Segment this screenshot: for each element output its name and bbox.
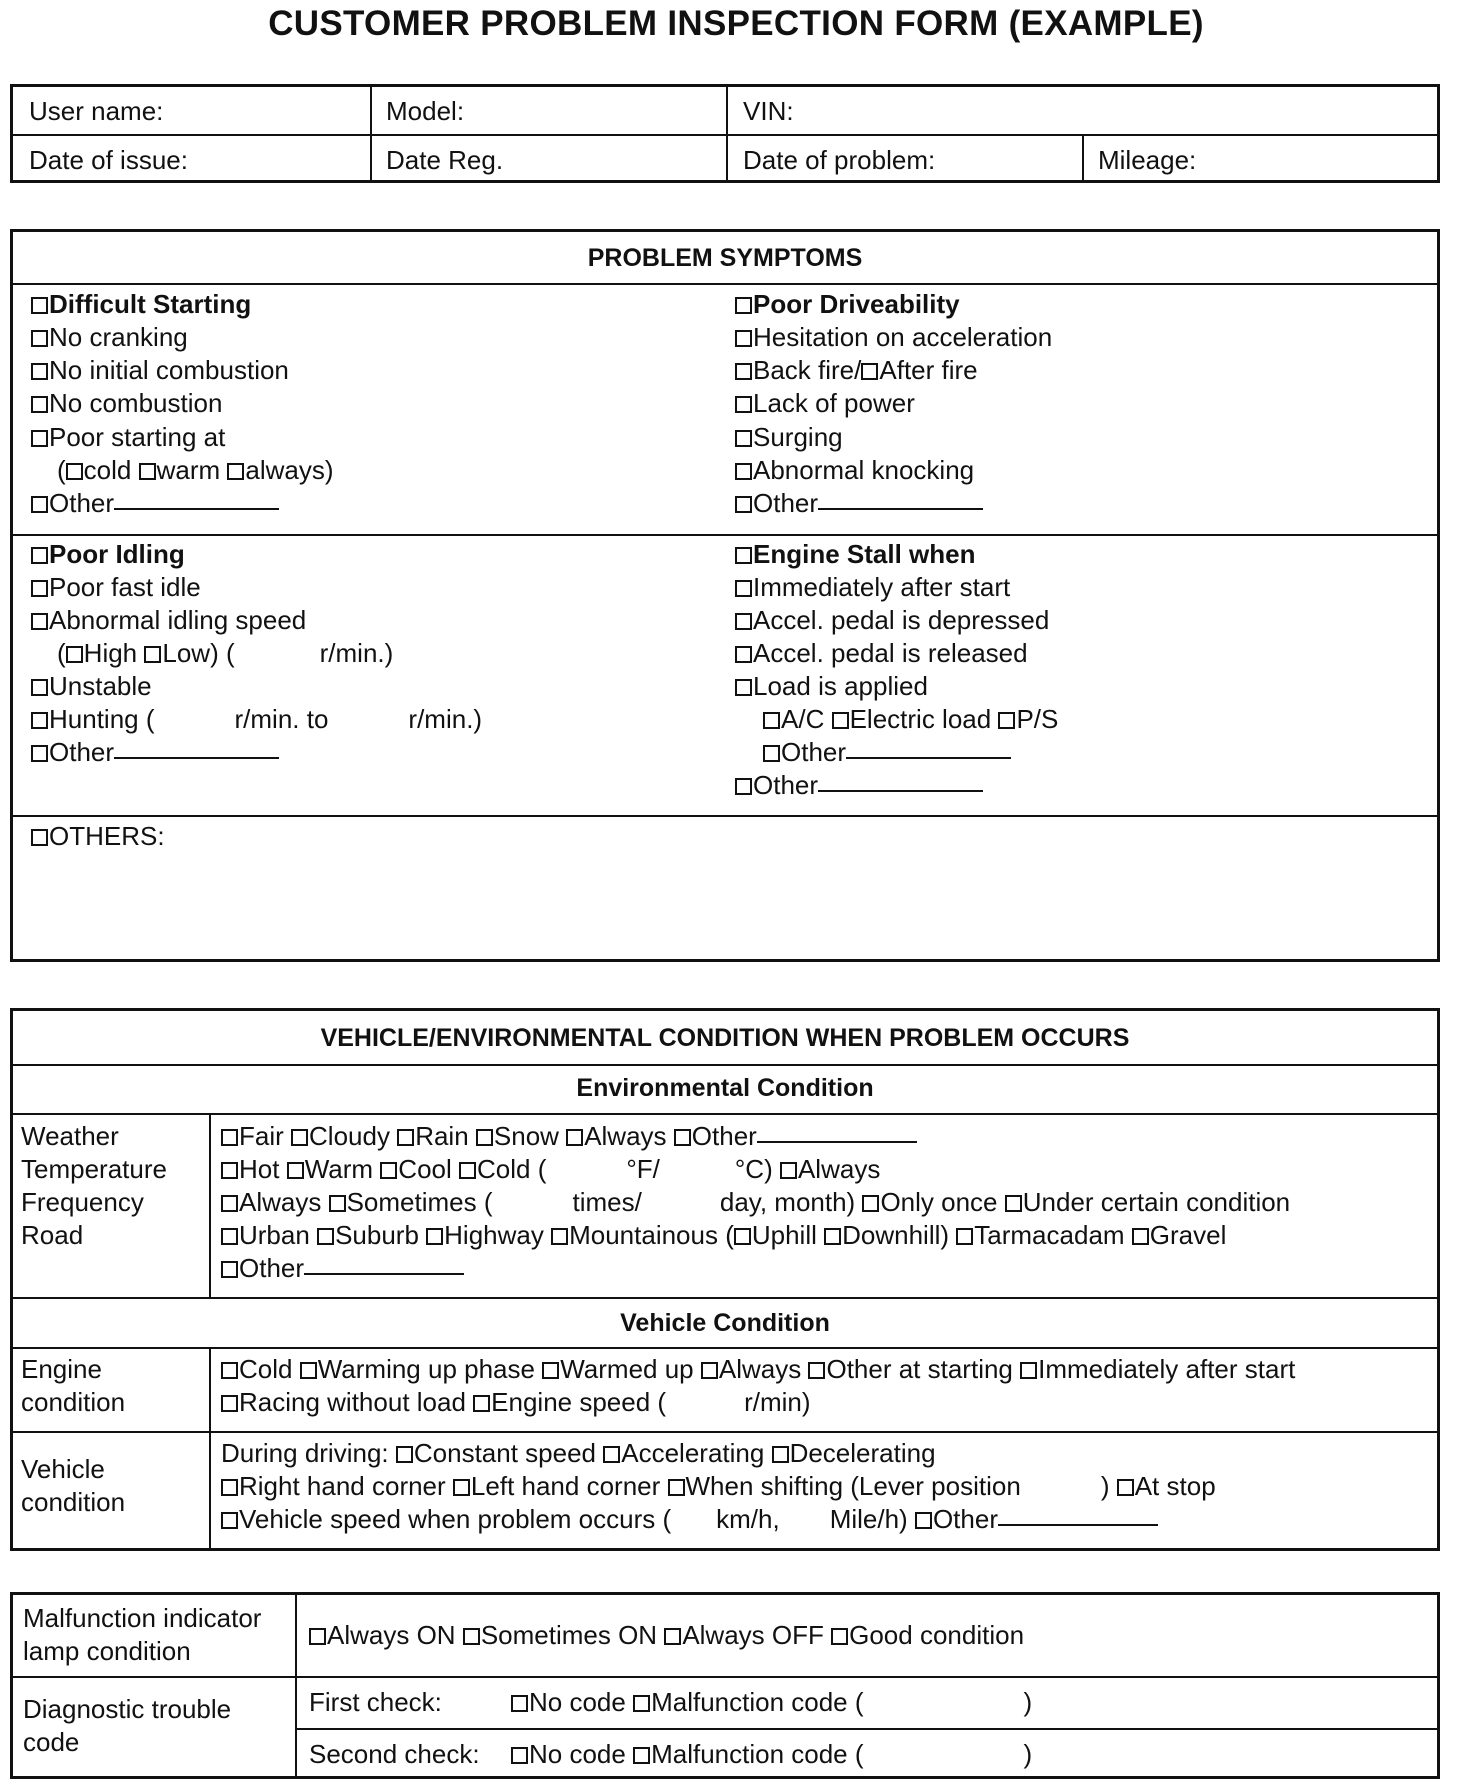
abnormal-knocking-checkbox[interactable]: Abnormal knocking [735,454,974,487]
checkbox-icon[interactable] [998,712,1015,729]
first-check-options[interactable]: No code Malfunction code ( ) [511,1686,1032,1719]
no-combustion-checkbox[interactable]: No combustion [31,387,222,420]
temperature-label: Temperature [21,1154,167,1184]
checkbox-icon[interactable] [735,646,752,663]
checkbox-icon[interactable] [511,1747,528,1764]
engine-condition-label-2: condition [21,1387,126,1417]
other-blank[interactable] [114,507,279,510]
engine-condition-label: Engine [21,1354,102,1384]
vin-field[interactable]: VIN: [743,96,794,126]
poor-idling-checkbox[interactable]: Poor Idling [31,538,185,571]
driving-options[interactable]: During driving: Constant speed Accelerating Decelerating [221,1438,936,1468]
checkbox-icon[interactable] [915,1512,932,1529]
idle-speed-options[interactable]: ( High Low) ( r/min.) [57,638,394,668]
starting-other-checkbox[interactable]: Other [31,487,279,520]
frequency-options[interactable]: Always Sometimes ( times/ day, month) Only once Under certain condition [221,1186,1290,1219]
stall-other-checkbox[interactable]: Other [735,769,983,802]
checkbox-icon[interactable] [735,778,752,795]
starting-temperature-options[interactable]: ( cold warm always) [57,455,334,485]
checkbox-icon[interactable] [1005,1195,1022,1212]
other-blank[interactable] [757,1140,917,1143]
problem-symptoms-heading: PROBLEM SYMPTOMS [587,244,863,272]
checkbox-icon[interactable] [831,1628,848,1645]
checkbox-icon[interactable] [668,1479,685,1496]
checkbox-icon[interactable] [31,430,48,447]
environmental-condition-heading: Environmental Condition [576,1074,874,1102]
checkbox-icon[interactable] [735,330,752,347]
checkbox-icon[interactable] [426,1228,443,1245]
checkbox-icon[interactable] [735,430,752,447]
checkbox-icon[interactable] [221,1129,238,1146]
date-reg-field[interactable]: Date Reg. [386,145,504,175]
checkbox-icon[interactable] [551,1228,568,1245]
road-options[interactable]: Urban Suburb Highway Mountainous ( Uphill Downhill) Tarmacadam Gravel [221,1219,1226,1252]
checkbox-icon[interactable] [824,1228,841,1245]
frequency-label: Frequency [21,1187,144,1217]
checkbox-icon[interactable] [309,1628,326,1645]
vehicle-condition-label: Vehicle [21,1454,105,1484]
problem-symptoms-section [10,229,1440,962]
engine-stall-checkbox[interactable]: Engine Stall when [735,538,975,571]
date-of-problem-field[interactable]: Date of problem: [743,145,936,175]
checkbox-icon[interactable] [735,496,752,513]
checkbox-icon[interactable] [780,1162,797,1179]
cornering-options[interactable]: Right hand corner Left hand corner When shifting (Lever position ) At stop [221,1470,1216,1503]
lack-of-power-checkbox[interactable]: Lack of power [735,387,915,420]
checkbox-icon[interactable] [735,580,752,597]
checkbox-icon[interactable] [317,1228,334,1245]
checkbox-icon[interactable] [542,1362,559,1379]
unstable-checkbox[interactable]: Unstable [31,670,152,703]
checkbox-icon[interactable] [31,712,48,729]
poor-fast-idle-checkbox[interactable]: Poor fast idle [31,571,201,604]
vehicle-condition-heading: Vehicle Condition [620,1309,830,1337]
checkbox-icon[interactable] [956,1228,973,1245]
checkbox-icon[interactable] [453,1479,470,1496]
load-applied-checkbox[interactable]: Load is applied [735,670,928,703]
checkbox-icon[interactable] [139,463,156,480]
checkbox-icon[interactable] [763,745,780,762]
checkbox-icon[interactable] [459,1162,476,1179]
checkbox-icon[interactable] [221,1395,238,1412]
surging-checkbox[interactable]: Surging [735,421,843,454]
checkbox-icon[interactable] [1117,1479,1134,1496]
mil-options[interactable]: Always ON Sometimes ON Always OFF Good condition [309,1619,1024,1652]
checkbox-icon[interactable] [31,613,48,630]
checkbox-icon[interactable] [861,363,878,380]
load-other-checkbox[interactable]: Other [763,736,1011,769]
other-blank[interactable] [114,756,279,759]
checkbox-icon[interactable] [221,1261,238,1278]
road-label: Road [21,1220,84,1250]
vehicle-condition-label-2: condition [21,1487,126,1517]
checkbox-icon[interactable] [463,1628,480,1645]
checkbox-icon[interactable] [735,547,752,564]
checkbox-icon[interactable] [380,1162,397,1179]
checkbox-icon[interactable] [221,1195,238,1212]
checkbox-icon[interactable] [633,1695,650,1712]
checkbox-icon[interactable] [735,613,752,630]
checkbox-icon[interactable] [31,829,48,846]
difficult-starting-checkbox[interactable]: Difficult Starting [31,288,251,321]
weather-options[interactable]: Fair Cloudy Rain Snow Always Other [221,1120,917,1153]
other-blank[interactable] [846,756,1011,759]
checkbox-icon[interactable] [633,1747,650,1764]
checkbox-icon[interactable] [808,1362,825,1379]
checkbox-icon[interactable] [734,1228,751,1245]
checkbox-icon[interactable] [735,297,752,314]
user-name-field[interactable]: User name: [29,96,164,126]
checkbox-icon[interactable] [66,646,83,663]
engine-condition-options[interactable]: Cold Warming up phase Warmed up Always Other at starting Immediately after start [221,1353,1295,1386]
hesitation-checkbox[interactable]: Hesitation on acceleration [735,321,1052,354]
checkbox-icon[interactable] [674,1129,691,1146]
mil-label-2: lamp condition [23,1636,191,1666]
mil-label: Malfunction indicator [23,1603,262,1633]
checkbox-icon[interactable] [221,1162,238,1179]
other-blank[interactable] [818,507,983,510]
first-check-label: First check: [309,1687,442,1717]
checkbox-icon[interactable] [31,496,48,513]
diagnostics-section [10,1592,1440,1779]
checkbox-icon[interactable] [763,712,780,729]
other-blank[interactable] [998,1523,1158,1526]
checkbox-icon[interactable] [31,396,48,413]
checkbox-icon[interactable] [1020,1362,1037,1379]
checkbox-icon[interactable] [291,1129,308,1146]
other-blank[interactable] [818,789,983,792]
form-title: CUSTOMER PROBLEM INSPECTION FORM (EXAMPLE) [268,4,1204,43]
date-of-issue-field[interactable]: Date of issue: [29,145,188,175]
checkbox-icon[interactable] [832,712,849,729]
abnormal-idling-speed-checkbox[interactable]: Abnormal idling speed [31,604,306,637]
checkbox-icon[interactable] [862,1195,879,1212]
checkbox-icon[interactable] [221,1228,238,1245]
checkbox-icon[interactable] [31,745,48,762]
checkbox-icon[interactable] [735,396,752,413]
checkbox-icon[interactable] [31,580,48,597]
checkbox-icon[interactable] [31,330,48,347]
checkbox-icon[interactable] [566,1129,583,1146]
second-check-options[interactable]: No code Malfunction code ( ) [511,1738,1032,1771]
no-initial-combustion-checkbox[interactable]: No initial combustion [31,354,289,387]
second-check-label: Second check: [309,1739,480,1769]
checkbox-icon[interactable] [287,1162,304,1179]
checkbox-icon[interactable] [31,363,48,380]
poor-driveability-checkbox[interactable]: Poor Driveability [735,288,960,321]
load-type-options[interactable]: A/C Electric load P/S [763,703,1058,736]
weather-label: Weather [21,1121,119,1151]
checkbox-icon[interactable] [603,1446,620,1463]
checkbox-icon[interactable] [772,1446,789,1463]
checkbox-icon[interactable] [329,1195,346,1212]
checkbox-icon[interactable] [396,1446,413,1463]
engine-condition-options-2[interactable]: Racing without load Engine speed ( r/min) [221,1386,811,1419]
checkbox-icon[interactable] [221,1362,238,1379]
road-other-checkbox[interactable]: Other [221,1252,464,1285]
conditions-heading: VEHICLE/ENVIRONMENTAL CONDITION WHEN PROBLEM OCCURS [320,1024,1130,1052]
checkbox-icon[interactable] [66,463,83,480]
back-fire-checkbox[interactable]: Back fire/ After fire [735,354,978,387]
vehicle-speed-options[interactable]: Vehicle speed when problem occurs ( km/h, Mile/h) Other [221,1503,1158,1536]
accel-depressed-checkbox[interactable]: Accel. pedal is depressed [735,604,1049,637]
dtc-label-2: code [23,1727,80,1757]
checkbox-icon[interactable] [300,1362,317,1379]
temperature-options[interactable]: Hot Warm Cool Cold ( °F/ °C) Always [221,1153,880,1186]
no-cranking-checkbox[interactable]: No cranking [31,321,188,354]
driveability-other-checkbox[interactable]: Other [735,487,983,520]
dtc-label: Diagnostic trouble [23,1694,232,1724]
hunting-checkbox[interactable]: Hunting ( r/min. to r/min.) [31,703,482,736]
checkbox-icon[interactable] [31,547,48,564]
checkbox-icon[interactable] [735,363,752,380]
idling-other-checkbox[interactable]: Other [31,736,279,769]
checkbox-icon[interactable] [735,463,752,480]
other-blank[interactable] [304,1272,464,1275]
checkbox-icon[interactable] [144,646,161,663]
checkbox-icon[interactable] [476,1129,493,1146]
mileage-field[interactable]: Mileage: [1098,145,1197,175]
checkbox-icon[interactable] [31,297,48,314]
checkbox-icon[interactable] [473,1395,490,1412]
checkbox-icon[interactable] [397,1129,414,1146]
checkbox-icon[interactable] [701,1362,718,1379]
poor-starting-checkbox[interactable]: Poor starting at [31,421,225,454]
checkbox-icon[interactable] [221,1512,238,1529]
others-checkbox[interactable]: OTHERS: [31,820,165,853]
checkbox-icon[interactable] [1132,1228,1149,1245]
checkbox-icon[interactable] [664,1628,681,1645]
conditions-section [10,1008,1440,1551]
stall-immediately-checkbox[interactable]: Immediately after start [735,571,1010,604]
header-info-table [10,84,1440,183]
checkbox-icon[interactable] [221,1479,238,1496]
checkbox-icon[interactable] [735,679,752,696]
checkbox-icon[interactable] [227,463,244,480]
accel-released-checkbox[interactable]: Accel. pedal is released [735,637,1028,670]
checkbox-icon[interactable] [511,1695,528,1712]
checkbox-icon[interactable] [31,679,48,696]
model-field[interactable]: Model: [386,96,465,126]
